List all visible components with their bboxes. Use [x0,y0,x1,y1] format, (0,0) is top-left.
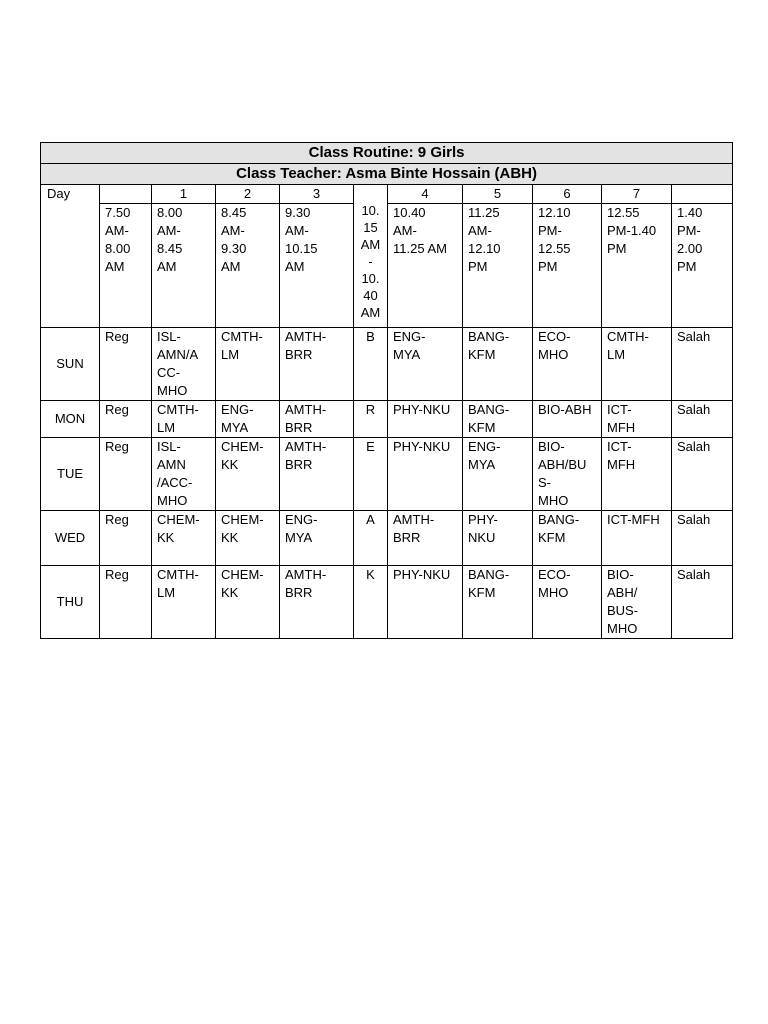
cell-text: E [366,439,375,454]
cell-text: BIO-ABH [538,402,592,417]
cell-text: ENG- MYA [221,402,254,435]
cell-text: PHY-NKU [393,567,451,582]
cell-text: Reg [105,329,129,344]
cell-text: Salah [677,402,711,417]
cell-text: CMTH- LM [607,329,649,362]
routine-title: Class Routine: 9 Girls [41,143,733,164]
cell-text: Salah [677,567,711,582]
subject-cell [152,511,216,566]
period-header: 3 [280,185,354,204]
subject-cell [463,401,533,438]
cell-text: BANG- KFM [468,567,510,600]
day-row [41,566,733,639]
time-slot: 10.40 AM- 11.25 AM [388,204,463,328]
subject-cell [100,328,152,401]
break-letter [354,438,388,511]
subject-cell [672,511,733,566]
cell-text: CMTH- LM [157,402,199,435]
cell-text: AMTH- BRR [285,567,327,600]
cell-text: AMTH- BRR [285,329,327,362]
day-row [41,401,733,438]
cell-text: AMTH- BRR [285,402,327,435]
subject-cell [463,511,533,566]
cell-text: ICT-MFH [607,512,660,527]
subject-cell [388,438,463,511]
subject-cell [533,401,602,438]
subject-cell [602,328,672,401]
subject-cell [152,438,216,511]
cell-text: BANG- KFM [538,512,580,545]
subject-cell [100,511,152,566]
period-header [672,185,733,204]
day-label: THU [41,566,100,639]
subject-cell [216,566,280,639]
day-row [41,328,733,401]
break-letter [354,328,388,401]
subject-cell [152,401,216,438]
cell-text: PHY-NKU [393,439,451,454]
subject-cell [533,566,602,639]
time-slot: 12.55 PM-1.40 PM [602,204,672,328]
subject-cell [388,511,463,566]
cell-text: ENG- MYA [468,439,501,472]
cell-text: CHEM- KK [221,567,264,600]
subject-cell [463,328,533,401]
subject-cell [463,438,533,511]
period-header: 4 [388,185,463,204]
break-letter [354,401,388,438]
time-slot: 8.00 AM- 8.45 AM [152,204,216,328]
subject-cell [216,438,280,511]
day-label: TUE [41,438,100,511]
time-slot-row [41,204,733,328]
cell-text: ENG- MYA [393,329,426,362]
break-letter [354,566,388,639]
cell-text: ISL- AMN /ACC- MHO [157,439,193,508]
subject-cell [388,401,463,438]
cell-text: Salah [677,439,711,454]
period-header: 1 [152,185,216,204]
cell-text: Reg [105,512,129,527]
subject-cell [533,328,602,401]
cell-text: BIO- ABH/BU S- MHO [538,439,587,508]
subject-cell [152,566,216,639]
subject-cell [388,566,463,639]
cell-text: AMTH- BRR [285,439,327,472]
time-slot: 1.40 PM- 2.00 PM [672,204,733,328]
cell-text: ISL- AMN/A CC- MHO [157,329,199,398]
subject-cell [463,566,533,639]
subject-cell [533,438,602,511]
time-slot: 7.50 AM- 8.00 AM [100,204,152,328]
subject-cell [280,566,354,639]
subject-cell [100,566,152,639]
cell-text: Reg [105,439,129,454]
cell-text: AMTH- BRR [393,512,435,545]
time-slot: 12.10 PM- 12.55 PM [533,204,602,328]
subject-cell [388,328,463,401]
cell-text: Salah [677,512,711,527]
class-routine-table [40,142,733,639]
subject-cell [602,401,672,438]
subject-cell [216,328,280,401]
subject-cell [216,511,280,566]
subject-cell [280,401,354,438]
subject-cell [533,511,602,566]
subject-cell [100,401,152,438]
subject-cell [152,328,216,401]
subject-cell [280,328,354,401]
subject-cell [672,438,733,511]
day-row [41,511,733,566]
time-slot: 8.45 AM- 9.30 AM [216,204,280,328]
day-row [41,438,733,511]
day-label: WED [41,511,100,566]
subject-cell [672,328,733,401]
cell-text: ECO- MHO [538,567,571,600]
subject-cell [100,438,152,511]
cell-text: Reg [105,567,129,582]
cell-text: CMTH- LM [157,567,199,600]
cell-text: BANG- KFM [468,402,510,435]
break-letter [354,511,388,566]
time-slot: 11.25 AM- 12.10 PM [463,204,533,328]
period-header: 2 [216,185,280,204]
cell-text: CHEM- KK [157,512,200,545]
cell-text: BANG- KFM [468,329,510,362]
subject-cell [602,566,672,639]
day-label: SUN [41,328,100,401]
cell-text: K [366,567,375,582]
cell-text: ENG- MYA [285,512,318,545]
period-header: 6 [533,185,602,204]
cell-text: CHEM- KK [221,439,264,472]
cell-text: CMTH- LM [221,329,263,362]
period-header-row [41,185,733,204]
subject-cell [602,438,672,511]
cell-text: BIO- ABH/ BUS- MHO [607,567,639,636]
cell-text: B [366,329,375,344]
cell-text: Salah [677,329,711,344]
break-time: 10. 15 AM - 10. 40 AM [354,185,388,328]
cell-text: Reg [105,402,129,417]
period-header: 5 [463,185,533,204]
subject-cell [602,511,672,566]
subject-cell [216,401,280,438]
period-header: 7 [602,185,672,204]
subject-cell [280,511,354,566]
day-label: MON [41,401,100,438]
cell-text: PHY- NKU [468,512,498,545]
cell-text: A [366,512,375,527]
class-teacher: Class Teacher: Asma Binte Hossain (ABH) [41,164,733,185]
day-column-header: Day [41,185,100,328]
subject-cell [280,438,354,511]
cell-text: ICT- MFH [607,402,636,435]
subject-cell [672,401,733,438]
cell-text: ECO- MHO [538,329,571,362]
subject-cell [672,566,733,639]
cell-text: R [365,402,376,417]
period-header [100,185,152,204]
time-slot: 9.30 AM- 10.15 AM [280,204,354,328]
cell-text: PHY-NKU [393,402,451,417]
cell-text: ICT- MFH [607,439,636,472]
cell-text: CHEM- KK [221,512,264,545]
